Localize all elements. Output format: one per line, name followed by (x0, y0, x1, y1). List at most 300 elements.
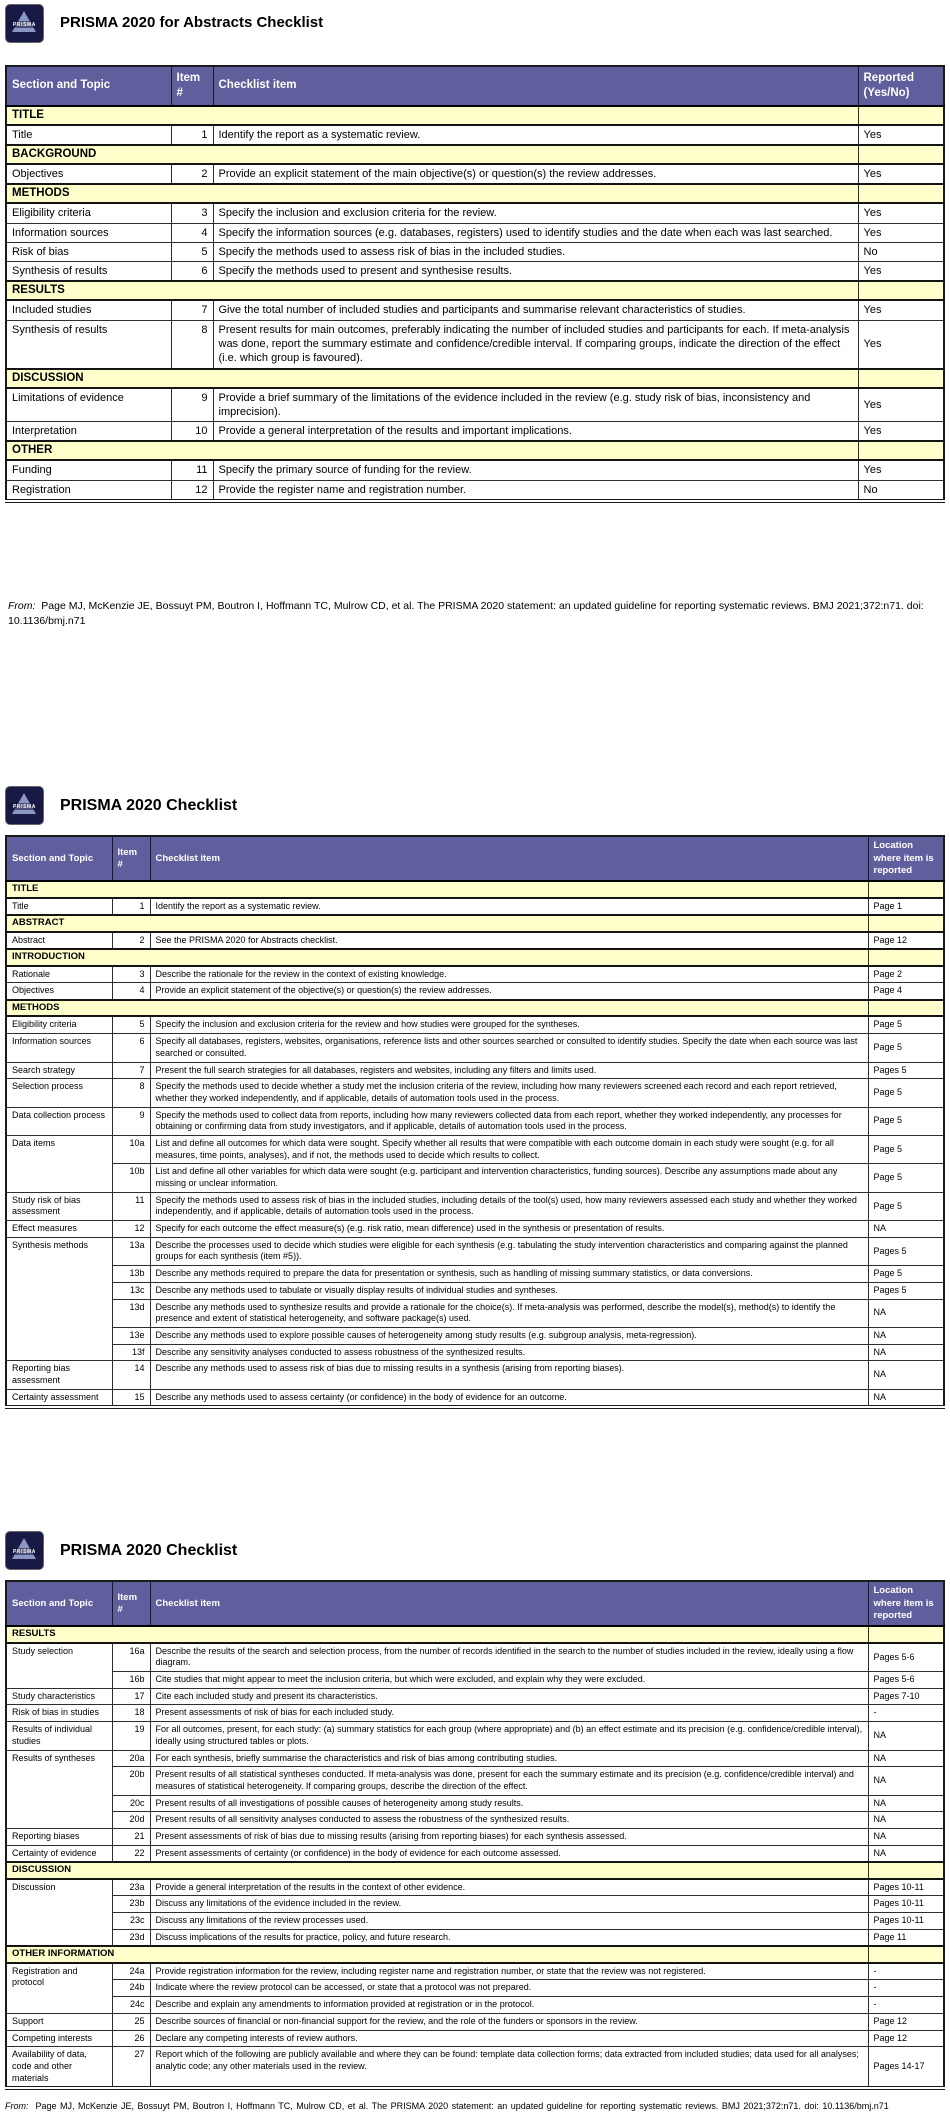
topic-cell: Limitations of evidence (6, 388, 171, 422)
prisma-logo-icon (5, 4, 44, 43)
topic-cell: Interpretation (6, 422, 171, 442)
table-row (6, 1344, 944, 1361)
citation-prefix: From: (8, 599, 36, 612)
item-number-cell: 7 (112, 1062, 150, 1079)
checklist-item-cell: Provide registration information for the review, including register name and registration number, or state that the review was not registered. (150, 1963, 868, 1980)
item-number-cell: 1 (171, 125, 213, 145)
checklist-item-cell: Present results of all statistical syntheses conducted. If meta-analysis was done, present for each the summary estimate and its precision (e.g. confidence/credible interval) and measures of statistical heterogeneity. If comparing groups, describe the direction of the effect. (150, 1767, 868, 1795)
checklist-item-cell: Give the total number of included studies and participants and summarise relevant characteristics of studies. (213, 300, 858, 320)
item-number-cell: 19 (112, 1722, 150, 1750)
section-title: INTRODUCTION (6, 949, 868, 965)
item-number-cell: 10b (112, 1164, 150, 1192)
item-number-cell: 13d (112, 1299, 150, 1327)
checklist-item-cell: Present results of all sensitivity analyses conducted to assess the robustness of the synthesized results. (150, 1812, 868, 1829)
topic-cell: Results of individual studies (6, 1722, 112, 1750)
topic-cell: Risk of bias in studies (6, 1705, 112, 1722)
item-number-cell: 15 (112, 1389, 150, 1407)
item-number-cell: 23b (112, 1896, 150, 1913)
section-row (6, 184, 944, 203)
item-number-cell: 24c (112, 1997, 150, 2014)
item-number-cell: 20d (112, 1812, 150, 1829)
column-header: Item # (112, 1581, 150, 1626)
table-row (6, 480, 944, 501)
topic-cell: Registration and protocol (6, 1963, 112, 2014)
topic-cell: Included studies (6, 300, 171, 320)
table-row (6, 1722, 944, 1750)
item-number-cell: 2 (112, 932, 150, 950)
citation-checklist (5, 2100, 945, 2114)
table-row (6, 1107, 944, 1135)
location-cell: Page 4 (868, 983, 944, 1000)
column-header: Checklist item (150, 1581, 868, 1626)
table-row (6, 320, 944, 368)
section-title: ABSTRACT (6, 915, 868, 931)
item-number-cell: 20c (112, 1795, 150, 1812)
checklist-item-cell: Present assessments of risk of bias due to missing results (arising from reporting biases) for each synthesis assessed. (150, 1828, 868, 1845)
item-number-cell: 23c (112, 1913, 150, 1930)
section-row (6, 915, 944, 931)
topic-cell: Synthesis of results (6, 262, 171, 282)
table-row (6, 300, 944, 320)
topic-cell: Certainty assessment (6, 1389, 112, 1407)
topic-cell: Information sources (6, 223, 171, 242)
checklist-item-cell: Provide a general interpretation of the results and important implications. (213, 422, 858, 442)
checklist-item-cell: Discuss any limitations of the evidence included in the review. (150, 1896, 868, 1913)
item-number-cell: 8 (171, 320, 213, 368)
table-row (6, 1795, 944, 1812)
topic-cell: Competing interests (6, 2030, 112, 2047)
section-spacer (858, 281, 944, 300)
title-bar (5, 786, 945, 825)
checklist-item-cell: Specify the information sources (e.g. databases, registers) used to identify studies and the date when each was last searched. (213, 223, 858, 242)
checklist-item-cell: Present assessments of certainty (or confidence) in the body of evidence for each outcome assessed. (150, 1845, 868, 1862)
checklist-block-part1 (5, 786, 945, 1409)
item-number-cell: 11 (112, 1192, 150, 1220)
item-number-cell: 13a (112, 1237, 150, 1265)
topic-cell: Objectives (6, 983, 112, 1000)
checklist-item-cell: Present results for main outcomes, preferably indicating the number of included studies and participants for each. If meta-analysis was done, report the summary estimate and confidence/credible interval. If comparing groups, indicate the direction of the effect (i.e. which group is favoured). (213, 320, 858, 368)
table-row (6, 1062, 944, 1079)
checklist-item-cell: Present results of all investigations of possible causes of heterogeneity among study results. (150, 1795, 868, 1812)
table-row (6, 1016, 944, 1033)
table-row (6, 203, 944, 223)
item-number-cell: 12 (171, 480, 213, 501)
checklist-item-cell: Specify the methods used to assess risk of bias in the included studies. (213, 242, 858, 261)
section-row (6, 369, 944, 388)
checklist-item-cell: Present assessments of risk of bias for each included study. (150, 1705, 868, 1722)
location-cell: NA (868, 1327, 944, 1344)
location-cell: Yes (858, 300, 944, 320)
abstracts-checklist-table (5, 65, 945, 503)
topic-cell: Availability of data, code and other materials (6, 2047, 112, 2089)
topic-cell: Rationale (6, 966, 112, 983)
section-title: TITLE (6, 881, 868, 897)
checklist-item-cell: For each synthesis, briefly summarise the characteristics and risk of bias among contributing studies. (150, 1750, 868, 1767)
header-row (6, 66, 944, 106)
checklist-item-cell: List and define all other variables for which data were sought (e.g. participant and intervention characteristics, funding sources). Describe any assumptions made about any missing or unclear information. (150, 1164, 868, 1192)
item-number-cell: 10 (171, 422, 213, 442)
topic-cell: Support (6, 2013, 112, 2030)
location-cell: Page 12 (868, 932, 944, 950)
item-number-cell: 6 (112, 1034, 150, 1062)
item-number-cell: 14 (112, 1361, 150, 1389)
item-number-cell: 23a (112, 1879, 150, 1896)
location-cell: Yes (858, 422, 944, 442)
item-number-cell: 20b (112, 1767, 150, 1795)
section-row (6, 281, 944, 300)
location-cell: Page 5 (868, 1135, 944, 1163)
location-cell: Page 12 (868, 2030, 944, 2047)
item-number-cell: 9 (112, 1107, 150, 1135)
topic-cell: Search strategy (6, 1062, 112, 1079)
location-cell: Page 5 (868, 1016, 944, 1033)
item-number-cell: 12 (112, 1221, 150, 1238)
section-spacer (868, 915, 944, 931)
table-row (6, 1688, 944, 1705)
table-row (6, 460, 944, 480)
topic-cell: Reporting biases (6, 1828, 112, 1845)
checklist-item-cell: Provide a brief summary of the limitations of the evidence included in the review (e.g. study risk of bias, inconsistency and imprecision). (213, 388, 858, 422)
location-cell: Yes (858, 320, 944, 368)
checklist-item-cell: Cite studies that might appear to meet the inclusion criteria, but which were excluded, and explain why they were excluded. (150, 1672, 868, 1689)
checklist-item-cell: Specify the inclusion and exclusion criteria for the review. (213, 203, 858, 223)
table-row (6, 983, 944, 1000)
location-cell: NA (868, 1361, 944, 1389)
checklist-item-cell: Describe any methods required to prepare the data for presentation or synthesis, such as handling of missing summary statistics, or data conversions. (150, 1266, 868, 1283)
checklist-item-cell: Indicate where the review protocol can be accessed, or state that a protocol was not prepared. (150, 1980, 868, 1997)
item-number-cell: 13b (112, 1266, 150, 1283)
checklist-item-cell: Identify the report as a systematic review. (150, 898, 868, 916)
checklist-item-cell: Provide an explicit statement of the objective(s) or question(s) the review addresses. (150, 983, 868, 1000)
item-number-cell: 18 (112, 1705, 150, 1722)
table-row (6, 2013, 944, 2030)
checklist-item-cell: Specify the methods used to decide whether a study met the inclusion criteria of the review, including how many reviewers screened each record and each report retrieved, whether they worked independently, and if applicable, details of automation tools used in the process. (150, 1079, 868, 1107)
section-title: OTHER (6, 441, 858, 460)
topic-cell: Data collection process (6, 1107, 112, 1135)
location-cell: Yes (858, 164, 944, 184)
topic-cell: Selection process (6, 1079, 112, 1107)
checklist-item-cell: Describe sources of financial or non-financial support for the review, and the role of the funders or sponsors in the review. (150, 2013, 868, 2030)
location-cell: - (868, 1963, 944, 1980)
checklist-item-cell: Specify all databases, registers, websites, organisations, reference lists and other sources searched or consulted to identify studies. Specify the date when each source was last searched or consulted. (150, 1034, 868, 1062)
table-row (6, 1282, 944, 1299)
item-number-cell: 24a (112, 1963, 150, 1980)
section-row (6, 106, 944, 125)
section-row (6, 1626, 944, 1642)
topic-cell: Risk of bias (6, 242, 171, 261)
topic-cell: Title (6, 125, 171, 145)
topic-cell: Funding (6, 460, 171, 480)
location-cell: NA (868, 1812, 944, 1829)
topic-cell: Results of syntheses (6, 1750, 112, 1828)
table-row (6, 1913, 944, 1930)
item-number-cell: 7 (171, 300, 213, 320)
checklist-item-cell: Specify the inclusion and exclusion criteria for the review and how studies were grouped for the syntheses. (150, 1016, 868, 1033)
item-number-cell: 21 (112, 1828, 150, 1845)
item-number-cell: 22 (112, 1845, 150, 1862)
checklist-item-cell: Specify for each outcome the effect measure(s) (e.g. risk ratio, mean difference) used in the synthesis or presentation of results. (150, 1221, 868, 1238)
topic-cell: Objectives (6, 164, 171, 184)
item-number-cell: 8 (112, 1079, 150, 1107)
location-cell: NA (868, 1344, 944, 1361)
location-cell: Yes (858, 203, 944, 223)
topic-cell: Abstract (6, 932, 112, 950)
location-cell: Yes (858, 223, 944, 242)
checklist-item-cell: Specify the methods used to collect data from reports, including how many reviewers collected data from each report, whether they worked independently, any processes for obtaining or confirming data from study investigators, and if applicable, details of automation tools used in the process. (150, 1107, 868, 1135)
table-row (6, 422, 944, 442)
table-row (6, 1299, 944, 1327)
section-spacer (858, 184, 944, 203)
item-number-cell: 27 (112, 2047, 150, 2089)
table-row (6, 1929, 944, 1946)
section-row (6, 949, 944, 965)
item-number-cell: 6 (171, 262, 213, 282)
section-spacer (868, 949, 944, 965)
table-row (6, 1237, 944, 1265)
location-cell: Pages 5-6 (868, 1643, 944, 1672)
table-row (6, 1135, 944, 1163)
table-row (6, 223, 944, 242)
table-row (6, 966, 944, 983)
logo-wordmark: PRISMA (12, 804, 37, 811)
section-title: OTHER INFORMATION (6, 1946, 868, 1962)
location-cell: Page 5 (868, 1107, 944, 1135)
logo-wordmark: PRISMA (12, 22, 37, 28)
item-number-cell: 24b (112, 1980, 150, 1997)
table-row (6, 1828, 944, 1845)
checklist-item-cell: Describe the processes used to decide which studies were eligible for each synthesis (e.g. tabulating the study intervention characteristics and comparing against the planned groups for each synthesis (item #5)). (150, 1237, 868, 1265)
table-row (6, 1750, 944, 1767)
column-header: Reported (Yes/No) (858, 66, 944, 106)
topic-cell: Study characteristics (6, 1688, 112, 1705)
table-row (6, 1767, 944, 1795)
location-cell: NA (868, 1795, 944, 1812)
topic-cell: Effect measures (6, 1221, 112, 1238)
checklist-item-cell: Describe any methods used to assess risk of bias due to missing results in a synthesis (arising from reporting biases). (150, 1361, 868, 1389)
item-number-cell: 25 (112, 2013, 150, 2030)
location-cell: NA (868, 1828, 944, 1845)
section-spacer (868, 1000, 944, 1016)
section-row (6, 1946, 944, 1962)
column-header: Checklist item (150, 836, 868, 881)
table-row (6, 1705, 944, 1722)
location-cell: Pages 5 (868, 1062, 944, 1079)
topic-cell: Discussion (6, 1879, 112, 1947)
location-cell: Pages 7-10 (868, 1688, 944, 1705)
topic-cell: Certainty of evidence (6, 1845, 112, 1862)
topic-cell: Registration (6, 480, 171, 501)
column-header: Location where item is reported (868, 1581, 944, 1626)
checklist-block-part2 (5, 1531, 945, 2113)
topic-cell: Synthesis methods (6, 1237, 112, 1361)
checklist-item-cell: Provide a general interpretation of the results in the context of other evidence. (150, 1879, 868, 1896)
section-spacer (858, 441, 944, 460)
topic-cell: Study risk of bias assessment (6, 1192, 112, 1220)
location-cell: - (868, 1980, 944, 1997)
location-cell: - (868, 1705, 944, 1722)
table-row (6, 1963, 944, 1980)
table-row (6, 1034, 944, 1062)
section-spacer (858, 106, 944, 125)
table-row (6, 1997, 944, 2014)
item-number-cell: 11 (171, 460, 213, 480)
location-cell: NA (868, 1389, 944, 1407)
checklist-table-part1 (5, 835, 945, 1409)
location-cell: No (858, 480, 944, 501)
title-bar (5, 1531, 945, 1570)
location-cell: Pages 5 (868, 1237, 944, 1265)
location-cell: Page 5 (868, 1079, 944, 1107)
checklist-item-cell: Provide the register name and registration number. (213, 480, 858, 501)
item-number-cell: 3 (171, 203, 213, 223)
location-cell: Yes (858, 262, 944, 282)
table-row (6, 1643, 944, 1672)
location-cell: NA (868, 1299, 944, 1327)
table-row (6, 1389, 944, 1407)
table-row (6, 1266, 944, 1283)
table-row (6, 1980, 944, 1997)
section-spacer (868, 1626, 944, 1642)
checklist-item-cell: Report which of the following are publicly available and where they can be found: template data collection forms; data extracted from included studies; data used for all analyses; analytic code; any other materials used in the review. (150, 2047, 868, 2089)
column-header: Checklist item (213, 66, 858, 106)
section-row (6, 441, 944, 460)
header-row (6, 836, 944, 881)
location-cell: Page 5 (868, 1034, 944, 1062)
table-row (6, 1879, 944, 1896)
location-cell: - (868, 1997, 944, 2014)
table-row (6, 242, 944, 261)
topic-cell: Title (6, 898, 112, 916)
item-number-cell: 23d (112, 1929, 150, 1946)
location-cell: Page 5 (868, 1266, 944, 1283)
item-number-cell: 13c (112, 1282, 150, 1299)
section-row (6, 145, 944, 164)
checklist-item-cell: List and define all outcomes for which data were sought. Specify whether all results that were compatible with each outcome domain in each study were sought (e.g. for all measures, time points, analyses), and if not, the methods used to decide which results to collect. (150, 1135, 868, 1163)
column-header: Section and Topic (6, 836, 112, 881)
location-cell: Page 5 (868, 1192, 944, 1220)
location-cell: Page 12 (868, 2013, 944, 2030)
checklist-table-part2 (5, 1580, 945, 2090)
section-row (6, 1862, 944, 1878)
item-number-cell: 13f (112, 1344, 150, 1361)
table-row (6, 898, 944, 916)
table-row (6, 1672, 944, 1689)
checklist-item-cell: Declare any competing interests of review authors. (150, 2030, 868, 2047)
checklist-title-part2: PRISMA 2020 Checklist (60, 1542, 238, 1560)
table-row (6, 1192, 944, 1220)
item-number-cell: 10a (112, 1135, 150, 1163)
table-row (6, 164, 944, 184)
location-cell: NA (868, 1722, 944, 1750)
section-title: BACKGROUND (6, 145, 858, 164)
location-cell: Page 2 (868, 966, 944, 983)
checklist-item-cell: Describe any methods used to explore possible causes of heterogeneity among study results (e.g. subgroup analysis, meta-regression). (150, 1327, 868, 1344)
item-number-cell: 9 (171, 388, 213, 422)
table-row (6, 1845, 944, 1862)
section-row (6, 1000, 944, 1016)
item-number-cell: 20a (112, 1750, 150, 1767)
item-number-cell: 2 (171, 164, 213, 184)
location-cell: Pages 5-6 (868, 1672, 944, 1689)
checklist-item-cell: Identify the report as a systematic review. (213, 125, 858, 145)
title-bar (5, 4, 945, 43)
abstracts-checklist-block (5, 4, 945, 628)
topic-cell: Data items (6, 1135, 112, 1192)
table-row (6, 125, 944, 145)
table-row (6, 1896, 944, 1913)
checklist-item-cell: Describe any methods used to synthesize results and provide a rationale for the choice(s). If meta-analysis was performed, describe the model(s), method(s) to identify the presence and extent of statistical heterogeneity, and software package(s) used. (150, 1299, 868, 1327)
checklist-item-cell: Specify the methods used to present and synthesise results. (213, 262, 858, 282)
item-number-cell: 5 (112, 1016, 150, 1033)
item-number-cell: 4 (112, 983, 150, 1000)
checklist-title-part1: PRISMA 2020 Checklist (60, 797, 238, 815)
location-cell: Yes (858, 125, 944, 145)
citation-abstracts (8, 599, 942, 628)
table-row (6, 932, 944, 950)
checklist-item-cell: Cite each included study and present its characteristics. (150, 1688, 868, 1705)
checklist-item-cell: Provide an explicit statement of the main objective(s) or question(s) the review addresses. (213, 164, 858, 184)
table-row (6, 1221, 944, 1238)
table-row (6, 1164, 944, 1192)
location-cell: Pages 5 (868, 1282, 944, 1299)
checklist-item-cell: Discuss implications of the results for practice, policy, and future research. (150, 1929, 868, 1946)
location-cell: No (858, 242, 944, 261)
section-spacer (868, 1862, 944, 1878)
checklist-item-cell: Discuss any limitations of the review processes used. (150, 1913, 868, 1930)
section-spacer (868, 1946, 944, 1962)
checklist-item-cell: Describe any sensitivity analyses conducted to assess robustness of the synthesized results. (150, 1344, 868, 1361)
location-cell: Pages 14-17 (868, 2047, 944, 2089)
checklist-item-cell: Specify the methods used to assess risk of bias in the included studies, including details of the tool(s) used, how many reviewers assessed each study and whether they worked independently, and if applicable, details of automation tools used in the process. (150, 1192, 868, 1220)
item-number-cell: 17 (112, 1688, 150, 1705)
location-cell: NA (868, 1221, 944, 1238)
citation-text: Page MJ, McKenzie JE, Bossuyt PM, Boutron I, Hoffmann TC, Mulrow CD, et al. The PRISMA 2020 statement: an updated guideline for reporting systematic reviews. BMJ 2021;372:n71. doi: 10.1136/bmj.n71 (8, 599, 924, 627)
abstracts-checklist-title: PRISMA 2020 for Abstracts Checklist (60, 14, 324, 32)
checklist-item-cell: Specify the primary source of funding for the review. (213, 460, 858, 480)
location-cell: Page 1 (868, 898, 944, 916)
item-number-cell: 1 (112, 898, 150, 916)
logo-wordmark: PRISMA (12, 1549, 37, 1556)
section-row (6, 881, 944, 897)
location-cell: Pages 10-11 (868, 1879, 944, 1896)
location-cell: Yes (858, 388, 944, 422)
section-title: DISCUSSION (6, 369, 858, 388)
item-number-cell: 5 (171, 242, 213, 261)
item-number-cell: 26 (112, 2030, 150, 2047)
table-row (6, 1361, 944, 1389)
checklist-item-cell: Describe any methods used to tabulate or visually display results of individual studies and syntheses. (150, 1282, 868, 1299)
table-row (6, 388, 944, 422)
topic-cell: Information sources (6, 1034, 112, 1062)
section-spacer (858, 145, 944, 164)
column-header: Section and Topic (6, 66, 171, 106)
topic-cell: Reporting bias assessment (6, 1361, 112, 1389)
section-title: TITLE (6, 106, 858, 125)
location-cell: Pages 10-11 (868, 1896, 944, 1913)
item-number-cell: 13e (112, 1327, 150, 1344)
checklist-item-cell: Describe the rationale for the review in the context of existing knowledge. (150, 966, 868, 983)
table-row (6, 262, 944, 282)
topic-cell: Eligibility criteria (6, 1016, 112, 1033)
section-title: RESULTS (6, 1626, 868, 1642)
location-cell: Pages 10-11 (868, 1913, 944, 1930)
location-cell: NA (868, 1845, 944, 1862)
section-title: METHODS (6, 1000, 868, 1016)
checklist-item-cell: Describe the results of the search and selection process, from the number of records identified in the search to the number of studies included in the review, ideally using a flow diagram. (150, 1643, 868, 1672)
location-cell: NA (868, 1750, 944, 1767)
item-number-cell: 3 (112, 966, 150, 983)
checklist-item-cell: Present the full search strategies for all databases, registers and websites, including any filters and limits used. (150, 1062, 868, 1079)
